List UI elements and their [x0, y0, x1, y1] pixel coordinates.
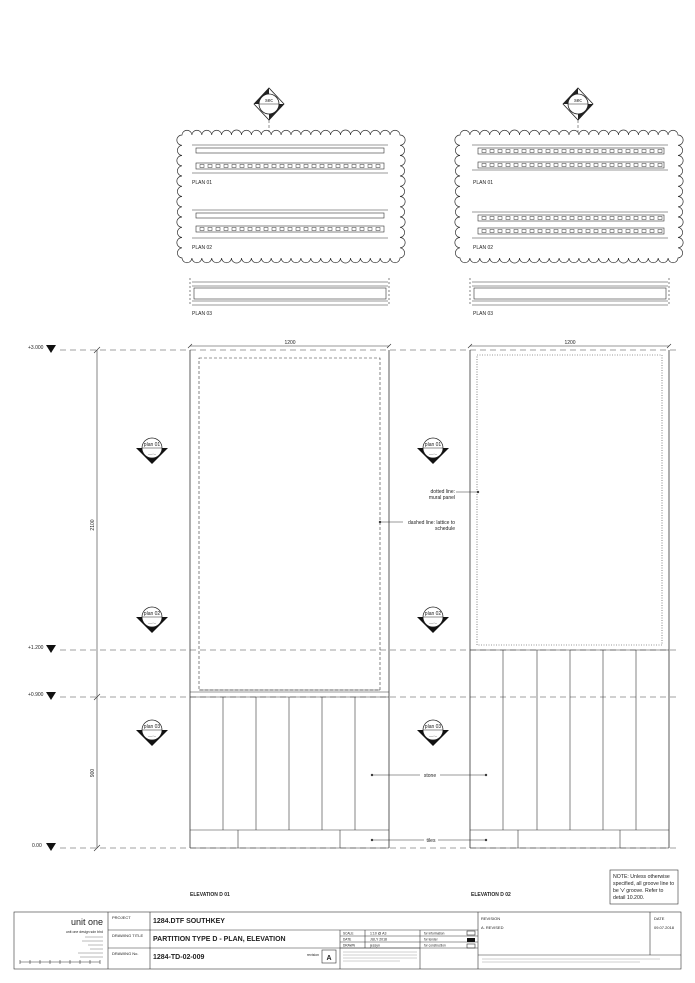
- perforation: [626, 150, 630, 153]
- perforation: [562, 164, 566, 167]
- perforation: [208, 228, 212, 231]
- perforation: [368, 228, 372, 231]
- perforation: [312, 228, 316, 231]
- level-markers: [28, 345, 56, 851]
- perforation: [586, 164, 590, 167]
- perforation: [506, 164, 510, 167]
- plan-03-label: PLAN 03: [192, 311, 213, 317]
- perforation: [514, 217, 518, 220]
- plan-callout-1: [417, 438, 449, 464]
- company-name: unit one design sdn bhd: [65, 930, 103, 934]
- perforation: [650, 164, 654, 167]
- perforation: [618, 230, 622, 233]
- drawing-number: 1284-TD-02-009: [153, 954, 205, 961]
- perforation: [650, 217, 654, 220]
- perforation: [490, 164, 494, 167]
- perforation: [578, 217, 582, 220]
- perforation: [658, 217, 662, 220]
- perforation: [368, 165, 372, 168]
- perforation: [610, 230, 614, 233]
- perforation: [586, 230, 590, 233]
- plan-views-right: [470, 145, 669, 305]
- perforation: [264, 165, 268, 168]
- perforation: [610, 217, 614, 220]
- plan-callout-3: [136, 720, 168, 746]
- callout-sub-label: __._: [429, 619, 437, 624]
- perforation: [594, 217, 598, 220]
- perforation: [200, 228, 204, 231]
- perforation: [618, 150, 622, 153]
- perforation: [554, 150, 558, 153]
- perforation: [570, 230, 574, 233]
- perforation: [240, 165, 244, 168]
- plan-callout-2: [136, 607, 168, 633]
- perforation: [546, 217, 550, 220]
- date-header: DATE: [654, 916, 665, 921]
- perforation: [530, 217, 534, 220]
- note-dotted-line-2: mural panel: [428, 495, 455, 501]
- perforation: [352, 165, 356, 168]
- perforation: [232, 165, 236, 168]
- perforation: [554, 164, 558, 167]
- drawing-title: PARTITION TYPE D - PLAN, ELEVATION: [153, 936, 286, 943]
- perforation: [490, 217, 494, 220]
- perforation: [514, 230, 518, 233]
- perforation: [248, 165, 252, 168]
- callout-label: plan 03: [143, 724, 161, 730]
- perforation: [320, 165, 324, 168]
- date-label: DATE: [343, 937, 352, 942]
- perforation: [562, 230, 566, 233]
- perforation: [554, 217, 558, 220]
- perforation: [522, 230, 526, 233]
- sec-label: sec: [574, 98, 582, 104]
- svg-text:NOTE: Unless otherwise: NOTE: Unless otherwise: [613, 874, 670, 880]
- revision-cloud-right: [455, 130, 683, 263]
- callout-label: plan 01: [143, 442, 161, 448]
- drawn-value: jessyn: [370, 943, 380, 948]
- perforation: [562, 217, 566, 220]
- note-stone: stone: [423, 773, 437, 779]
- level-3000: +3.000: [28, 345, 44, 351]
- perforation: [490, 150, 494, 153]
- plan-callout-1: [136, 438, 168, 464]
- perforation: [328, 165, 332, 168]
- perforation: [336, 165, 340, 168]
- perforation: [498, 217, 502, 220]
- perforation: [522, 150, 526, 153]
- perforation: [578, 230, 582, 233]
- perforation: [594, 150, 598, 153]
- perforation: [482, 217, 486, 220]
- level-000: 0.00: [32, 843, 42, 849]
- scale-value: 1:10 @ A3: [370, 931, 387, 936]
- perforation: [618, 217, 622, 220]
- perforation: [224, 228, 228, 231]
- perforation: [546, 164, 550, 167]
- callout-label: plan 03: [424, 724, 442, 730]
- perforation: [594, 230, 598, 233]
- perforation: [272, 165, 276, 168]
- callout-label: plan 02: [424, 611, 442, 617]
- perforation: [586, 150, 590, 153]
- date-entry: 09.07.2018: [654, 925, 675, 930]
- status-tender: for tender: [424, 937, 438, 942]
- perforation: [304, 228, 308, 231]
- perforation: [264, 228, 268, 231]
- dim-900: 900: [90, 768, 96, 778]
- perforation: [650, 230, 654, 233]
- perforation: [658, 230, 662, 233]
- perforation: [626, 230, 630, 233]
- perforation: [344, 165, 348, 168]
- project-name: 1284.DTF SOUTHKEY: [153, 918, 225, 925]
- perforation: [352, 228, 356, 231]
- callout-label: plan 01: [424, 442, 442, 448]
- date-value: JULY 2018: [370, 937, 387, 942]
- scale-label: SCALE: [343, 931, 354, 936]
- note-dashed-line-1: dashed line: lattice to: [408, 520, 455, 526]
- drawing-title-label: DRAWING TITLE: [112, 933, 144, 938]
- width-dim-d02: 1200: [564, 340, 576, 346]
- perforation: [280, 165, 284, 168]
- perforation: [506, 150, 510, 153]
- perforation: [642, 164, 646, 167]
- perforation: [522, 217, 526, 220]
- perforation: [376, 228, 380, 231]
- perforation: [538, 150, 542, 153]
- callout-sub-label: __._: [148, 450, 156, 455]
- perforation: [594, 164, 598, 167]
- svg-text:detail 10.200.: detail 10.200.: [613, 895, 645, 901]
- perforation: [538, 164, 542, 167]
- perforation: [522, 164, 526, 167]
- dim-2100: 2100: [90, 519, 96, 531]
- perforation: [296, 165, 300, 168]
- revision-cloud-left: [177, 130, 405, 263]
- perforation: [240, 228, 244, 231]
- perforation: [642, 217, 646, 220]
- perforation: [320, 228, 324, 231]
- perforation: [634, 217, 638, 220]
- plan-02-label: PLAN 02: [473, 245, 494, 251]
- perforation: [304, 165, 308, 168]
- perforation: [506, 217, 510, 220]
- perforation: [546, 150, 550, 153]
- perforation: [248, 228, 252, 231]
- perforation: [530, 230, 534, 233]
- perforation: [562, 150, 566, 153]
- perforation: [360, 228, 364, 231]
- perforation: [602, 217, 606, 220]
- general-note: [610, 870, 678, 904]
- perforation: [280, 228, 284, 231]
- callout-sub-label: __._: [429, 450, 437, 455]
- plan-callout-2: [417, 607, 449, 633]
- perforation: [538, 217, 542, 220]
- perforation: [256, 165, 260, 168]
- perforation: [570, 217, 574, 220]
- status-construction: for construction: [424, 943, 446, 948]
- perforation: [546, 230, 550, 233]
- perforation: [216, 228, 220, 231]
- perforation: [602, 150, 606, 153]
- perforation: [256, 228, 260, 231]
- revision-letter: A: [326, 955, 332, 962]
- title-elevation-d02: ELEVATION D 02: [471, 892, 511, 898]
- note-dotted-line-1: dotted line:: [430, 489, 455, 495]
- note-tiles: tiles: [426, 838, 436, 844]
- perforation: [482, 150, 486, 153]
- perforation: [618, 164, 622, 167]
- perforation: [498, 150, 502, 153]
- perforation: [360, 165, 364, 168]
- perforation: [578, 164, 582, 167]
- perforation: [610, 164, 614, 167]
- perforation: [272, 228, 276, 231]
- perforation: [312, 165, 316, 168]
- perforation: [642, 230, 646, 233]
- perforation: [498, 164, 502, 167]
- perforation: [658, 164, 662, 167]
- perforation: [626, 217, 630, 220]
- plan-01-label: PLAN 01: [473, 180, 494, 186]
- perforation: [658, 150, 662, 153]
- callout-sub-label: __._: [148, 732, 156, 737]
- elevation-d01: [188, 344, 391, 848]
- perforation: [288, 228, 292, 231]
- status-information: for information: [424, 931, 445, 936]
- plan-views-left: [190, 145, 389, 305]
- perforation: [514, 164, 518, 167]
- perforation: [224, 165, 228, 168]
- project-label: PROJECT: [112, 915, 131, 920]
- perforation: [578, 150, 582, 153]
- perforation: [634, 164, 638, 167]
- section-marker-right: [563, 88, 593, 132]
- perforation: [296, 228, 300, 231]
- company-logo: unit one: [70, 917, 103, 927]
- company-address-lines: [78, 937, 103, 957]
- plan-callout-3: [417, 720, 449, 746]
- perforation: [570, 164, 574, 167]
- plan-03-label: PLAN 03: [473, 311, 494, 317]
- perforation: [538, 230, 542, 233]
- svg-text:be 'v' groove. Refer to: be 'v' groove. Refer to: [613, 888, 664, 894]
- revision-entry: A. REVISED: [481, 925, 504, 930]
- sec-label: sec: [265, 98, 273, 104]
- plan-02-label: PLAN 02: [192, 245, 213, 251]
- svg-text:specified, all groove line to: specified, all groove line to: [613, 881, 675, 887]
- perforation: [514, 150, 518, 153]
- fine-print: [343, 952, 660, 962]
- perforation: [208, 165, 212, 168]
- perforation: [586, 217, 590, 220]
- perforation: [530, 150, 534, 153]
- title-elevation-d01: ELEVATION D 01: [190, 892, 230, 898]
- perforation: [490, 230, 494, 233]
- perforation: [634, 150, 638, 153]
- perforation: [216, 165, 220, 168]
- level-0900: +0.900: [28, 692, 44, 698]
- status-checkbox-filled: [467, 938, 475, 942]
- perforation: [634, 230, 638, 233]
- perforation: [498, 230, 502, 233]
- perforation: [506, 230, 510, 233]
- perforation: [626, 164, 630, 167]
- perforation: [344, 228, 348, 231]
- perforation: [200, 165, 204, 168]
- width-dim-d01: 1200: [284, 340, 296, 346]
- perforation: [336, 228, 340, 231]
- revision-label: revision: [306, 953, 319, 957]
- revision-header: REVISION: [481, 916, 501, 921]
- callout-sub-label: __._: [148, 619, 156, 624]
- plan-01-label: PLAN 01: [192, 180, 213, 186]
- drawn-label: DRAWN: [343, 943, 355, 948]
- perforation: [554, 230, 558, 233]
- callout-sub-label: __._: [429, 732, 437, 737]
- perforation: [482, 164, 486, 167]
- perforation: [602, 230, 606, 233]
- perforation: [610, 150, 614, 153]
- perforation: [328, 228, 332, 231]
- perforation: [642, 150, 646, 153]
- perforation: [570, 150, 574, 153]
- level-1200: +1.200: [28, 645, 44, 651]
- callout-label: plan 02: [143, 611, 161, 617]
- perforation: [602, 164, 606, 167]
- elevation-d02: [468, 344, 671, 848]
- perforation: [530, 164, 534, 167]
- perforation: [482, 230, 486, 233]
- perforation: [650, 150, 654, 153]
- note-dashed-line-2: schedule: [434, 526, 455, 532]
- perforation: [376, 165, 380, 168]
- drawing-no-label: DRAWING No.: [112, 951, 139, 956]
- perforation: [288, 165, 292, 168]
- section-marker-left: [254, 88, 284, 132]
- level-lines: [60, 350, 680, 848]
- perforation: [232, 228, 236, 231]
